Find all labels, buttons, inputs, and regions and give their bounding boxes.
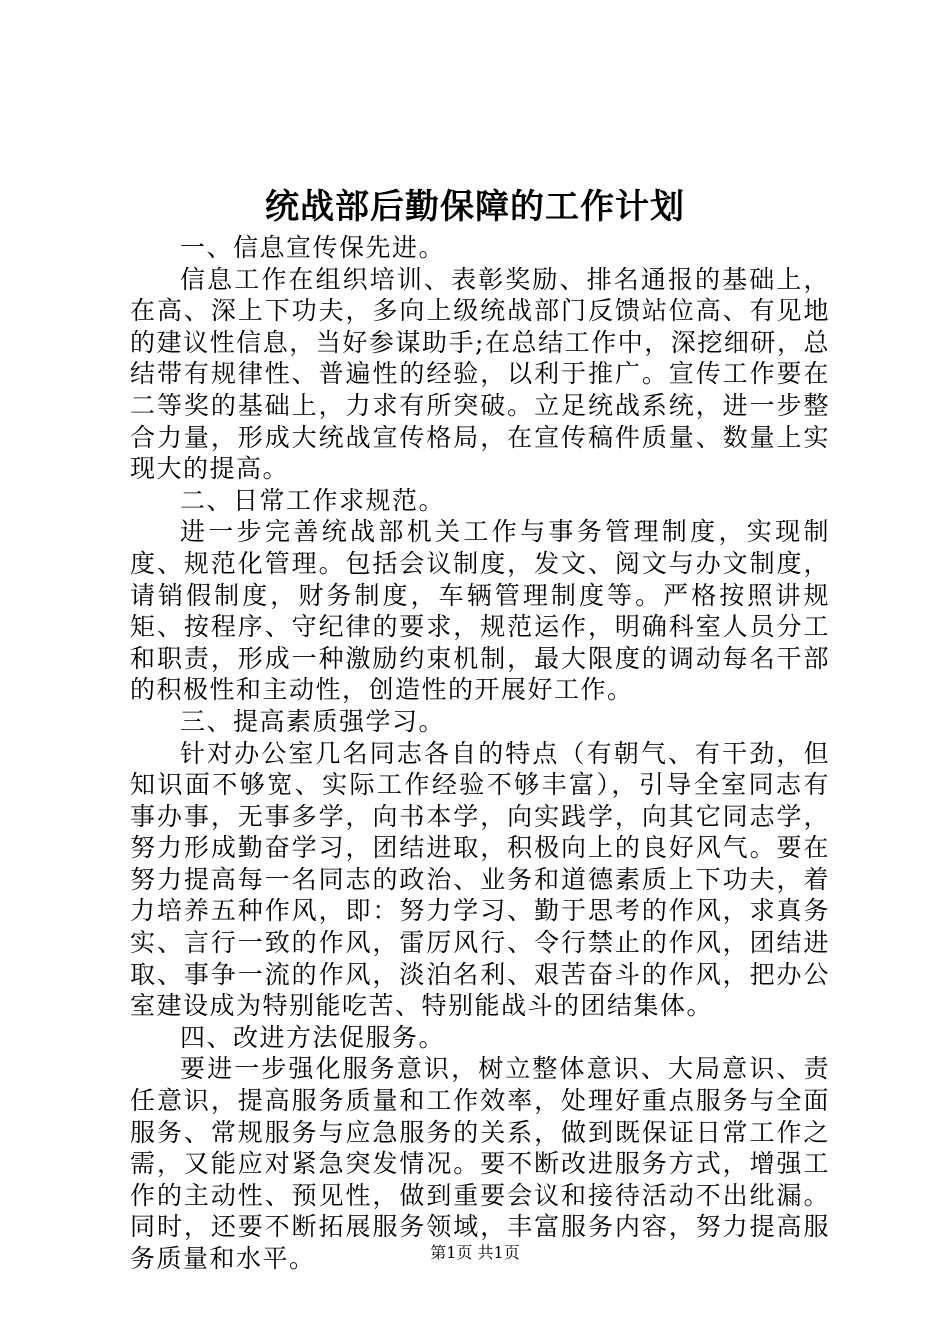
- section-paragraph-4: 要进一步强化服务意识，树立整体意识、大局意识、责任意识，提高服务质量和工作效率，处理好重点服务与全面服务、常规服务与应急服务的关系，做到既保证日常工作之需，又能应对紧急突发情况。要不断改进服务方式，增强工作的主动性、预见性，做到重要会议和接待活动不出纰漏。同时，还要不断拓展服务领域，丰富服务内容，努力提高服务质量和水平。: [130, 1054, 830, 1273]
- section-heading-1: 一、信息宣传保先进。: [180, 233, 446, 262]
- document-title: 统战部后勤保障的工作计划: [265, 187, 685, 227]
- section-paragraph-1: 信息工作在组织培训、表彰奖励、排名通报的基础上，在高、深上下功夫，多向上级统战部门反馈站位高、有见地的建议性信息，当好参谋助手;在总结工作中，深挖细研，总结带有规律性、普遍性的经验，以利于推广。宣传工作要在二等奖的基础上，力求有所突破。立足统战系统，进一步整合力量，形成大统战宣传格局，在宣传稿件质量、数量上实现大的提高。: [130, 264, 830, 484]
- page-footer: 第1页 共1页: [430, 1243, 520, 1262]
- section-heading-3: 三、提高素质强学习。: [180, 706, 446, 736]
- document-body: [130, 232, 830, 1275]
- section-heading-4: 四、改进方法促服务。: [180, 1022, 446, 1052]
- section-heading-2: 二、日常工作求规范。: [180, 485, 446, 515]
- section-paragraph-3: 针对办公室几名同志各自的特点（有朝气、有干劲，但知识面不够宽、实际工作经验不够丰富），引导全室同志有事办事，无事多学，向书本学，向实践学，向其它同志学，努力形成勤奋学习，团结进取，积极向上的良好风气。要在努力提高每一名同志的政治、业务和道德素质上下功夫，着力培养五种作风，即：努力学习、勤于思考的作风，求真务实、言行一致的作风，雷厉风行、令行禁止的作风，团结进取、事争一流的作风，淡泊名利、艰苦奋斗的作风，把办公室建设成为特别能吃苦、特别能战斗的团结集体。: [130, 738, 830, 1021]
- section-paragraph-2: 进一步完善统战部机关工作与事务管理制度，实现制度、规范化管理。包括会议制度，发文、阅文与办文制度，请销假制度，财务制度，车辆管理制度等。严格按照讲规矩、按程序、守纪律的要求，规范运作，明确科室人员分工和职责，形成一种激励约束机制，最大限度的调动每名干部的积极性和主动性，创造性的开展好工作。: [130, 517, 830, 705]
